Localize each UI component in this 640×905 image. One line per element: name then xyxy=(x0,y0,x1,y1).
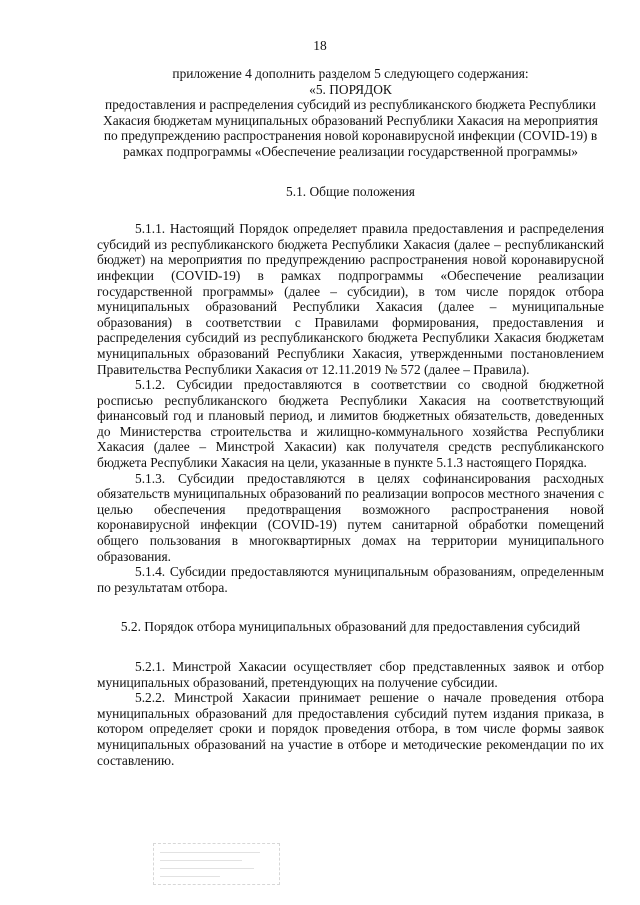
section-heading-general-provisions: 5.1. Общие положения xyxy=(286,183,415,199)
stamp-line xyxy=(160,876,220,877)
paragraph-5-1-2: 5.1.2. Субсидии предоставляются в соответствии со сводной бюджетной росписью республиканского бюджета Республики Хакасия на соответствующий финансовый год и плановый период, и лимитов бюджетных обязательств, доведенных до Министерства строительства и жилищно-коммунального хозяйства Республики Хакасия (далее – Минстрой Хакасии) как получателя средств республиканского бюджета Республики Хакасия на цели, указанные в пункте 5.1.3 настоящего Порядка. xyxy=(97,377,604,471)
stamp-line xyxy=(160,868,254,869)
paragraph-5-2-2: 5.2.2. Минстрой Хакасии принимает решение о начале проведения отбора муниципальных образований для предоставления субсидий путем издания приказа, в котором определяет сроки и порядок проведения отбора, в том числе формы заявок муниципальных образований на участие в отборе и методические рекомендации по их составлению. xyxy=(97,690,604,768)
intro-line: приложение 4 дополнить разделом 5 следующего содержания: xyxy=(172,66,529,81)
document-body xyxy=(97,66,604,768)
stamp-line xyxy=(160,860,242,861)
section-heading-selection-procedure: 5.2. Порядок отбора муниципальных образований для предоставления субсидий xyxy=(120,619,581,635)
paragraph-5-1-4: 5.1.4. Субсидии предоставляются муниципальным образованиям, определенным по результатам отбора. xyxy=(97,564,604,595)
paragraph-5-1-3: 5.1.3. Субсидии предоставляются в целях софинансирования расходных обязательств муниципальных образований по реализации вопросов местного значения с целью обеспечения предотвращения возможного распространения новой коронавирусной инфекции (COVID-19) путем санитарной обработки помещений общего пользования в многоквартирных домах на территории муниципального образования. xyxy=(97,470,604,564)
faint-stamp xyxy=(153,843,280,885)
page-number: 18 xyxy=(313,38,327,53)
paragraph-5-1-1: 5.1.1. Настоящий Порядок определяет правила предоставления и распределения субсидий из республиканского бюджета Республики Хакасия (далее – республиканский бюджет) на мероприятия по предупреждению распространения новой коронавирусной инфекции (COVID-19) в рамках подпрограммы «Обеспечение реализации государственной программы» (далее – субсидии), в том числе порядок отбора муниципальных образований Республики Хакасия (далее – муниципальные образования) в соответствии с Правилами формирования, предоставления и распределения субсидий из республиканского бюджета Республики Хакасия бюджетам муниципальных образований Республики Хакасия, утвержденными постановлением Правительства Республики Хакасия от 12.11.2019 № 572 (далее – Правила). xyxy=(97,221,604,377)
document-subtitle: предоставления и распределения субсидий из республиканского бюджета Республики Хакасия бюджетам муниципальных образований Республики Хакасия на мероприятия по предупреждению распространения новой коронавирусной инфекции (COVID-19) в рамках подпрограммы «Обеспечение реализации государственной программы» xyxy=(103,97,598,159)
paragraph-5-2-1: 5.2.1. Минстрой Хакасии осуществляет сбор представленных заявок и отбор муниципальных образований, претендующих на получение субсидии. xyxy=(97,659,604,690)
document-title: «5. ПОРЯДОК xyxy=(309,81,392,97)
stamp-line xyxy=(160,852,260,853)
